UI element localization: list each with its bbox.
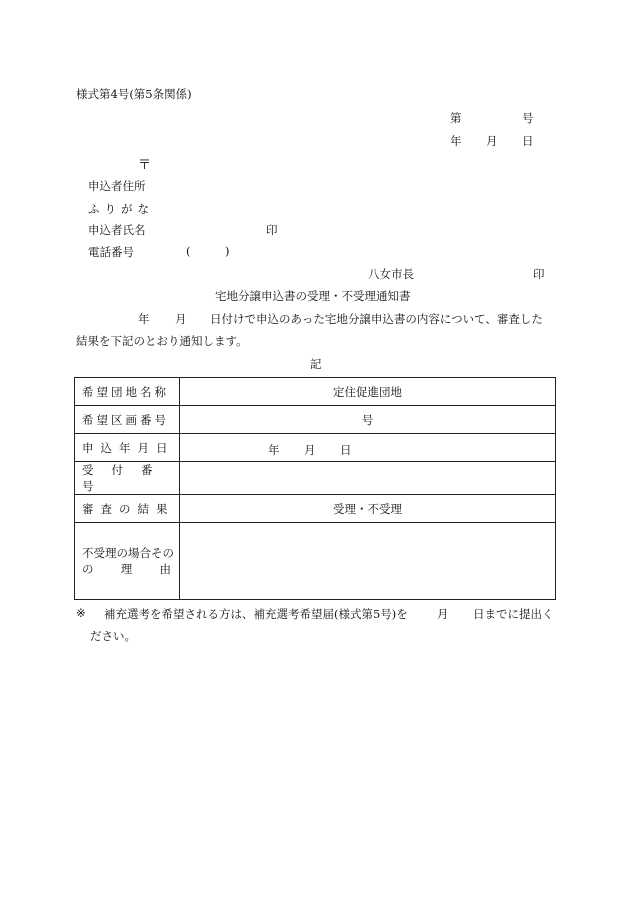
label-application-date: 申込年月日 — [82, 440, 175, 455]
applicant-name-label: 申込者氏名 — [88, 223, 146, 237]
label-receipt-number: 受付番号 — [82, 463, 171, 493]
label-cell — [75, 434, 180, 462]
issuer-seal: 印 — [533, 267, 545, 281]
table-row — [75, 495, 556, 523]
label-text: 希望団地名称 — [82, 384, 169, 399]
value-desired-lot: 号 — [180, 406, 556, 434]
date-day: 日 — [522, 134, 534, 148]
doc-number-dai: 第 — [450, 111, 462, 125]
value-desired-estate: 定住促進団地 — [180, 378, 556, 406]
note-text1: 補充選考を希望される方は、補充選考希望届(様式第5号)を — [104, 607, 408, 621]
date-month: 月 — [486, 134, 498, 148]
applicant-address-label: 申込者住所 — [88, 179, 146, 193]
app-date-day: 日 — [340, 443, 352, 457]
table-row — [75, 406, 556, 434]
applicant-seal: 印 — [266, 223, 278, 237]
app-date-year: 年 — [268, 443, 280, 457]
label-rejection-reason — [82, 545, 179, 577]
phone-close-paren: ) — [225, 244, 230, 258]
applicant-furigana-label: ふりがな — [88, 202, 154, 216]
reason-char: 理 — [120, 562, 133, 576]
value-rejection-reason — [180, 523, 556, 600]
note-month: 月 — [437, 607, 449, 621]
value-application-date — [180, 434, 556, 462]
body-month: 月 — [175, 312, 187, 326]
note-mark: ※ — [76, 606, 86, 620]
reason-line2 — [82, 561, 179, 577]
reason-char: 由 — [159, 562, 171, 576]
applicant-phone-label: 電話番号 — [88, 245, 134, 259]
body-year: 年 — [138, 312, 150, 326]
postal-mark: 〒 — [138, 158, 152, 173]
label-cell — [75, 378, 180, 406]
doc-number-go: 号 — [522, 111, 534, 125]
form-number: 様式第4号(第5条関係) — [76, 87, 192, 101]
document-title: 宅地分譲申込書の受理・不受理通知書 — [215, 289, 411, 303]
value-review-result: 受理・不受理 — [180, 495, 556, 523]
label-desired-lot: 希望区画番号 — [82, 412, 169, 427]
table-row — [75, 523, 556, 600]
issuer-name: 八女市長 — [368, 267, 414, 281]
note-line2: ださい。 — [90, 629, 136, 643]
body-line2: 結果を下記のとおり通知します。 — [76, 334, 248, 348]
app-date-month: 月 — [304, 443, 316, 457]
reason-char: の — [82, 562, 94, 576]
table-row — [75, 434, 556, 462]
ki-heading: 記 — [310, 357, 322, 371]
label-cell — [75, 495, 180, 523]
date-year: 年 — [450, 134, 462, 148]
table-row — [75, 462, 556, 495]
label-cell — [75, 462, 180, 495]
notice-table — [74, 377, 556, 600]
body-line1: 日付けで申込のあった宅地分譲申込書の内容について、審査した — [210, 312, 543, 326]
note-text2: 日までに提出く — [473, 607, 554, 621]
label-cell — [75, 406, 180, 434]
label-cell — [75, 523, 180, 600]
value-receipt-number — [180, 462, 556, 495]
reason-line1: 不受理の場合その — [82, 546, 174, 560]
phone-open-paren: ( — [186, 244, 191, 258]
label-review-result: 審査の結果 — [82, 501, 175, 516]
label-desired-estate — [82, 384, 179, 400]
table-row — [75, 378, 556, 406]
